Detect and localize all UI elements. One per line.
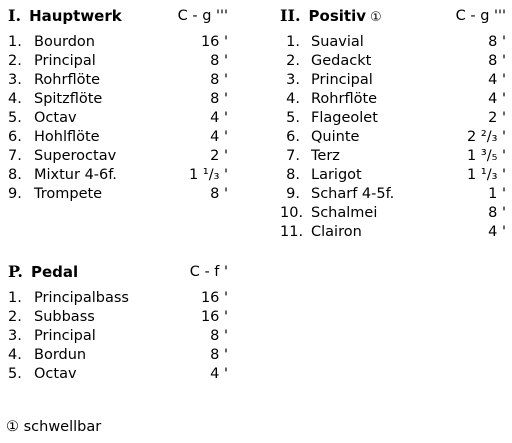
stop-name: Bourdon [34, 34, 95, 50]
stop-name: Rohrflöte [34, 72, 101, 88]
stop-pitch: 1 ' [488, 186, 506, 202]
stop-number: 5. [286, 110, 300, 126]
stop-row [8, 365, 228, 384]
stop-pitch: 16 ' [200, 34, 228, 50]
stop-pitch: 2 ' [488, 110, 506, 126]
stop-number: 10. [280, 205, 304, 221]
stop-number: 6. [286, 129, 300, 145]
stop-name: Gedackt [311, 53, 372, 69]
stop-name: Principal [311, 72, 373, 88]
stop-name: Bordun [34, 347, 87, 363]
stop-row [280, 71, 506, 90]
stop-number: 3. [286, 72, 300, 88]
stop-pitch: 8 ' [210, 53, 228, 69]
stop-number: 4. [8, 347, 22, 363]
stop-number: 1. [8, 34, 22, 50]
stop-pitch: 8 ' [210, 91, 228, 107]
stop-pitch: 8 ' [210, 347, 228, 363]
division-pedal [8, 262, 228, 387]
stop-number: 8. [8, 167, 22, 183]
stop-pitch: 4 ' [488, 224, 506, 240]
stop-name: Scharf 4-5f. [311, 186, 395, 202]
division-title: Positiv [308, 7, 367, 25]
stop-row [8, 327, 228, 346]
stop-number: 3. [8, 72, 22, 88]
stop-pitch: 1 ³/₅ ' [467, 148, 506, 164]
swell-marker-icon: ① [6, 419, 19, 435]
stop-row [280, 223, 506, 242]
stop-number: 2. [8, 53, 22, 69]
stop-pitch: 8 ' [210, 72, 228, 88]
stop-row [8, 52, 228, 71]
stop-row [8, 90, 228, 109]
stop-name: Principal [34, 328, 96, 344]
stop-name: Subbass [34, 309, 95, 325]
stop-name: Principalbass [34, 290, 129, 306]
division-heading [8, 6, 122, 26]
stop-pitch: 2 ' [210, 148, 228, 164]
stop-row [280, 166, 506, 185]
footnote-text: schwellbar [23, 419, 102, 435]
stop-name: Octav [34, 366, 77, 382]
stop-number: 7. [8, 148, 22, 164]
stop-list [280, 33, 506, 242]
stop-number: 8. [286, 167, 300, 183]
stop-number: 1. [286, 34, 300, 50]
division-numeral: I. [8, 6, 22, 25]
stop-number: 4. [8, 91, 22, 107]
stop-name: Suavial [311, 34, 364, 50]
stop-name: Schalmei [311, 205, 378, 221]
stop-row [280, 109, 506, 128]
stop-row [280, 90, 506, 109]
stop-number: 5. [8, 366, 22, 382]
stop-name: Mixtur 4-6f. [34, 167, 117, 183]
division-heading [8, 262, 78, 282]
stop-row [8, 308, 228, 327]
stop-number: 5. [8, 110, 22, 126]
stop-pitch: 4 ' [210, 366, 228, 382]
stop-row [280, 185, 506, 204]
division-numeral: P. [8, 262, 23, 281]
division-numeral: II. [280, 6, 301, 25]
stop-pitch: 8 ' [488, 205, 506, 221]
stop-name: Trompete [34, 186, 103, 202]
swell-marker-icon: ① [370, 10, 382, 25]
division-hauptwerk [8, 6, 228, 206]
stop-pitch: 4 ' [488, 91, 506, 107]
stop-row [280, 52, 506, 71]
stop-name: Terz [311, 148, 340, 164]
division-heading [280, 6, 382, 26]
stop-pitch: 4 ' [488, 72, 506, 88]
stop-list [8, 289, 228, 384]
stop-list [8, 33, 228, 204]
stop-number: 3. [8, 328, 22, 344]
compass-range: C - g ''' [455, 8, 506, 24]
stop-name: Spitzflöte [34, 91, 103, 107]
stop-row [8, 289, 228, 308]
stop-name: Clairon [311, 224, 362, 240]
stop-row [280, 128, 506, 147]
stop-number: 1. [8, 290, 22, 306]
stop-number: 11. [280, 224, 304, 240]
stop-pitch: 4 ' [210, 110, 228, 126]
division-title: Pedal [30, 263, 79, 281]
stop-row [8, 71, 228, 90]
stop-row [8, 147, 228, 166]
stop-pitch: 2 ²/₃ ' [467, 129, 506, 145]
stop-pitch: 8 ' [210, 328, 228, 344]
stop-name: Flageolet [311, 110, 378, 126]
stop-number: 9. [8, 186, 22, 202]
stop-pitch: 4 ' [210, 129, 228, 145]
stop-pitch: 1 ¹/₃ ' [467, 167, 506, 183]
stop-row [8, 109, 228, 128]
stop-number: 2. [286, 53, 300, 69]
stop-name: Principal [34, 53, 96, 69]
stop-name: Quinte [311, 129, 360, 145]
stop-row [280, 33, 506, 52]
stop-pitch: 8 ' [488, 53, 506, 69]
stop-row [8, 166, 228, 185]
stop-row [8, 185, 228, 204]
stop-row [8, 33, 228, 52]
division-title: Hauptwerk [29, 7, 122, 25]
stop-number: 4. [286, 91, 300, 107]
stop-name: Octav [34, 110, 77, 126]
stop-row [280, 204, 506, 223]
stop-pitch: 1 ¹/₃ ' [189, 167, 228, 183]
stop-row [8, 128, 228, 147]
stop-name: Larigot [311, 167, 362, 183]
stop-name: Hohlflöte [34, 129, 100, 145]
stop-pitch: 16 ' [200, 309, 228, 325]
stop-number: 9. [286, 186, 300, 202]
stop-pitch: 8 ' [488, 34, 506, 50]
stop-number: 7. [286, 148, 300, 164]
stop-pitch: 8 ' [210, 186, 228, 202]
compass-range: C - f ' [189, 264, 228, 280]
stop-pitch: 16 ' [200, 290, 228, 306]
stop-number: 6. [8, 129, 22, 145]
stop-row [8, 346, 228, 365]
stop-row [280, 147, 506, 166]
footnote [6, 417, 101, 437]
stop-number: 2. [8, 309, 22, 325]
stop-name: Superoctav [34, 148, 117, 164]
stop-name: Rohrflöte [311, 91, 378, 107]
division-positiv [280, 6, 506, 246]
compass-range: C - g ''' [177, 8, 228, 24]
